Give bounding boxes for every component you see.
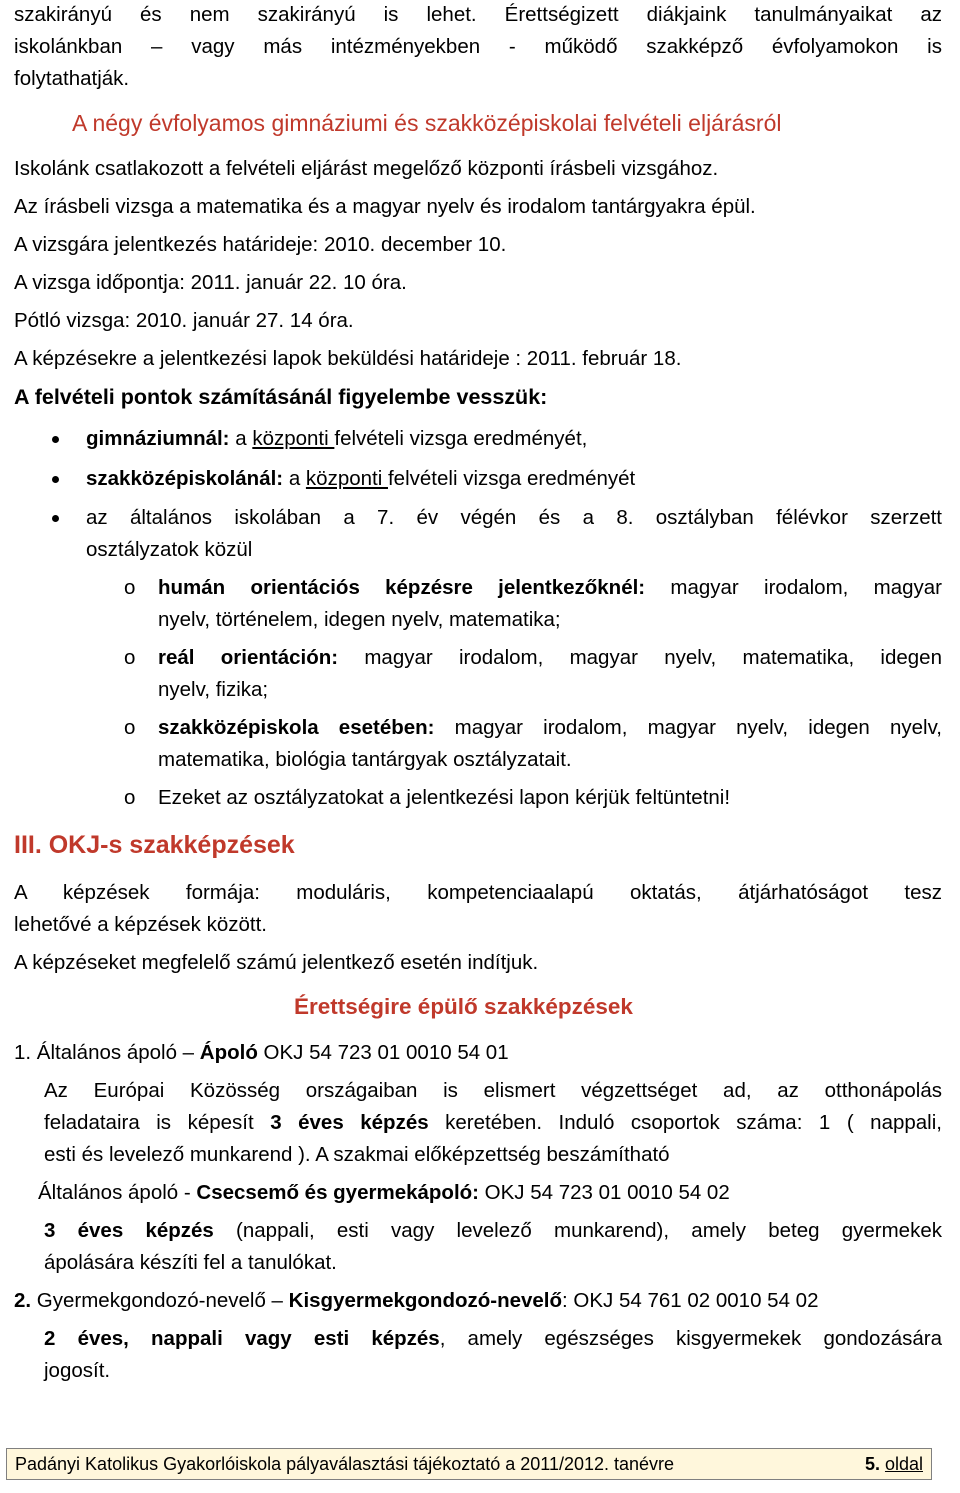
bullet-icon: [52, 476, 59, 483]
course-1b-title: Általános ápoló - Csecsemő és gyermekápoló: OKJ 54 723 01 0010 54 02: [38, 1181, 730, 1204]
okj-heading: III. OKJ-s szakképzések: [14, 831, 295, 859]
page-footer: [6, 1448, 932, 1480]
bullet-item-gimnazium: gimnáziumnál: a központi felvételi vizsga eredményét,: [86, 427, 588, 450]
course-1-desc: esti és levelező munkarend ). A szakmai előképzettség beszámítható: [44, 1143, 670, 1166]
bullet-icon: [52, 436, 59, 443]
course-1b-desc: 3 éves képzés (nappali, esti vagy levelező munkarend), amely beteg gyermekek: [44, 1219, 942, 1242]
sub-item-szakkozep: szakközépiskola esetében: magyar irodalom, magyar nyelv, idegen nyelv,: [158, 716, 942, 739]
okj-paragraph: A képzések formája: moduláris, kompetenciaalapú oktatás, átjárhatóságot tesz: [14, 881, 942, 904]
bullet-icon: [52, 515, 59, 522]
sub-item-human: humán orientációs képzésre jelentkezőknél: magyar irodalom, magyar: [158, 576, 942, 599]
info-line: A vizsga időpontja: 2011. január 22. 10 óra.: [14, 271, 407, 294]
footer-text: Padányi Katolikus Gyakorlóiskola pályaválasztási tájékoztató a 2011/2012. tanévre: [15, 1454, 675, 1474]
paragraph-line: szakirányú és nem szakirányú is lehet. Érettségizett diákjaink tanulmányaikat az: [14, 3, 942, 26]
paragraph-line: iskolánkban – vagy más intézményekben - működő szakképző évfolyamokon is: [14, 35, 942, 58]
info-line: Pótló vizsga: 2010. január 27. 14 óra.: [14, 309, 354, 332]
course-1-title: 1. Általános ápoló – Ápoló OKJ 54 723 01 0010 54 01: [14, 1041, 509, 1064]
page-number: 5. oldal: [864, 1454, 923, 1474]
course-1-desc: feladataira is képesít 3 éves képzés keretében. Induló csoportok száma: 1 ( nappali,: [44, 1111, 942, 1134]
sub-bullet-marker: o: [124, 716, 136, 739]
sub-item-human-cont: nyelv, történelem, idegen nyelv, matematika;: [158, 608, 561, 631]
info-line: Iskolánk csatlakozott a felvételi eljárást megelőző központi írásbeli vizsgához.: [14, 157, 719, 180]
info-line: Az írásbeli vizsga a matematika és a magyar nyelv és irodalom tantárgyakra épül.: [14, 195, 756, 218]
bullet-item-grades: az általános iskolában a 7. év végén és a 8. osztályban félévkor szerzett: [86, 506, 942, 529]
bullet-item-szakkozep: szakközépiskolánál: a központi felvételi vizsga eredményét: [86, 467, 636, 490]
sub-bullet-marker: o: [124, 576, 136, 599]
sub-item-real: reál orientáción: magyar irodalom, magyar nyelv, matematika, idegen: [158, 646, 942, 669]
course-2-desc: jogosít.: [44, 1359, 111, 1382]
sub-bullet-marker: o: [124, 786, 136, 809]
okj-paragraph-cont: lehetővé a képzések között.: [14, 913, 267, 936]
course-1-desc: Az Európai Közösség országaiban is elismert végzettséget ad, az otthonápolás: [44, 1079, 942, 1102]
sub-item-szakkozep-cont: matematika, biológia tantárgyak osztályzatait.: [158, 748, 572, 771]
section-heading: A négy évfolyamos gimnáziumi és szakközépiskolai felvételi eljárásról: [72, 110, 782, 136]
bullet-item-grades-cont: osztályzatok közül: [86, 538, 253, 561]
sub-item-note: Ezeket az osztályzatokat a jelentkezési lapon kérjük feltüntetni!: [158, 786, 731, 809]
sub-bullet-marker: o: [124, 646, 136, 669]
points-heading: A felvételi pontok számításánál figyelembe vesszük:: [14, 385, 548, 409]
okj-subheading: Érettségire épülő szakképzések: [294, 994, 633, 1019]
info-line: A képzésekre a jelentkezési lapok beküldési határideje : 2011. február 18.: [14, 347, 682, 370]
sub-item-real-cont: nyelv, fizika;: [158, 678, 269, 701]
course-1b-desc: ápolására készíti fel a tanulókat.: [44, 1251, 337, 1274]
paragraph-line: folytathatják.: [14, 67, 130, 90]
okj-paragraph: A képzéseket megfelelő számú jelentkező esetén indítjuk.: [14, 951, 539, 974]
course-2-desc: 2 éves, nappali vagy esti képzés, amely egészséges kisgyermekek gondozására: [44, 1327, 942, 1350]
course-2-title: 2. Gyermekgondozó-nevelő – Kisgyermekgondozó-nevelő: OKJ 54 761 02 0010 54 02: [14, 1289, 819, 1312]
info-line: A vizsgára jelentkezés határideje: 2010. december 10.: [14, 233, 507, 256]
